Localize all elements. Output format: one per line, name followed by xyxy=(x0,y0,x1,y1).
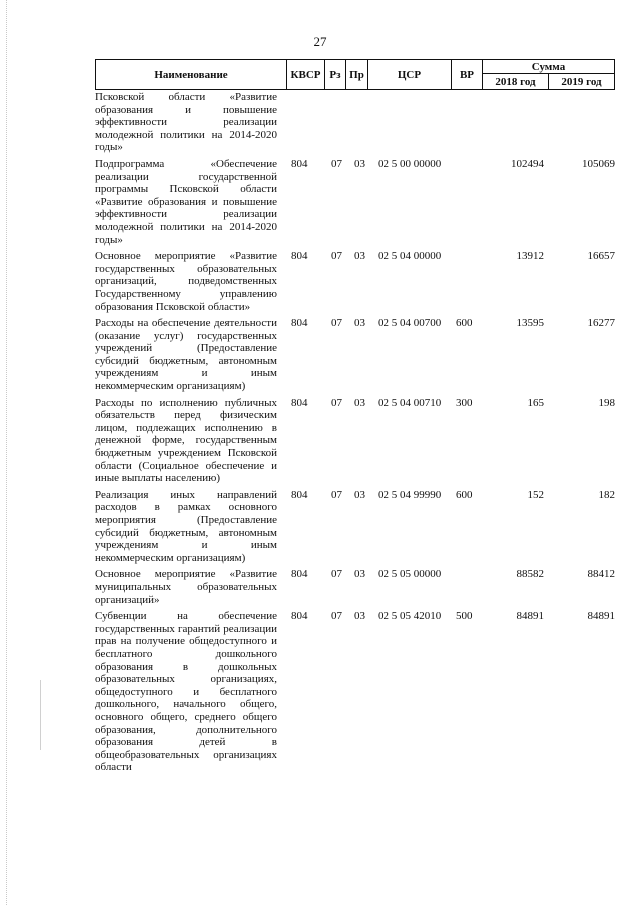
header-year-2019: 2019 год xyxy=(548,74,614,90)
header-csr: ЦСР xyxy=(367,60,451,89)
row-pr: 03 xyxy=(354,568,365,581)
budget-table xyxy=(95,59,615,774)
row-name: Основное мероприятие «Развитие государственных образовательных организаций, подведомственных Государственному управлению образования Псковской области» xyxy=(95,250,277,313)
row-sum-2019: 16277 xyxy=(587,317,615,330)
table-row xyxy=(95,250,615,313)
row-name: Расходы на обеспечение деятельности (оказание услуг) государственных учреждений (Предоставление субсидий бюджетным, автономным учреждениям и иным некоммерческим организациям) xyxy=(95,317,277,393)
row-vr: 600 xyxy=(456,317,473,330)
row-csr: 02 5 04 00000 xyxy=(378,250,442,263)
row-sum-2018: 13912 xyxy=(516,250,544,263)
header-pr: Пр xyxy=(345,60,367,89)
row-kvsr: 804 xyxy=(291,250,308,263)
row-name: Псковской области «Развитие образования и повышение эффективности реализации молодежной политики на 2014-2020 годы» xyxy=(95,91,277,154)
row-name: Расходы по исполнению публичных обязательств перед физическим лицом, подлежащих исполнению в денежной форме, государственным бюджетным учреждением Псковской области (Социальное обеспечение и иные выплаты населению) xyxy=(95,396,277,485)
table-row xyxy=(95,158,615,246)
row-csr: 02 5 05 42010 xyxy=(378,610,442,623)
row-pr: 03 xyxy=(354,157,365,170)
row-kvsr: 804 xyxy=(291,488,308,501)
header-year-2018: 2018 год xyxy=(482,74,548,90)
row-csr: 02 5 00 00000 xyxy=(378,157,442,170)
row-pr: 03 xyxy=(354,610,365,623)
row-rz: 07 xyxy=(331,250,342,263)
row-sum-2018: 165 xyxy=(527,396,544,409)
row-kvsr: 804 xyxy=(291,157,308,170)
row-kvsr: 804 xyxy=(291,317,308,330)
header-name: Наименование xyxy=(154,68,228,81)
row-sum-2019: 198 xyxy=(598,396,615,409)
page-number: 27 xyxy=(313,34,327,49)
header-rz: Рз xyxy=(324,60,345,89)
row-vr: 300 xyxy=(456,396,473,409)
row-csr: 02 5 04 00710 xyxy=(378,396,442,409)
row-rz: 07 xyxy=(331,488,342,501)
row-name: Реализация иных направлений расходов в рамках основного мероприятия (Предоставление субсидий бюджетным, автономным учреждениям и иным некоммерческим организациям) xyxy=(95,488,277,564)
row-rz: 07 xyxy=(331,610,342,623)
row-kvsr: 804 xyxy=(291,610,308,623)
row-pr: 03 xyxy=(354,317,365,330)
row-csr: 02 5 05 00000 xyxy=(378,568,442,581)
row-pr: 03 xyxy=(354,250,365,263)
header-kvsr: КВСР xyxy=(286,60,324,89)
table-row xyxy=(95,610,615,774)
row-pr: 03 xyxy=(354,396,365,409)
row-sum-2018: 13595 xyxy=(516,317,544,330)
table-row xyxy=(95,397,615,485)
row-name: Основное мероприятие «Развитие муниципальных образовательных организаций» xyxy=(95,568,277,606)
row-sum-2019: 182 xyxy=(598,488,615,501)
header-sum: Сумма xyxy=(482,60,614,74)
row-rz: 07 xyxy=(331,157,342,170)
row-sum-2019: 84891 xyxy=(587,610,615,623)
row-sum-2018: 88582 xyxy=(516,568,544,581)
row-vr: 500 xyxy=(456,610,473,623)
row-sum-2018: 152 xyxy=(527,488,544,501)
row-csr: 02 5 04 99990 xyxy=(378,488,442,501)
table-body xyxy=(95,91,615,774)
row-name: Подпрограмма «Обеспечение реализации государственной программы Псковской области «Развитие образования и повышение эффективности реализации молодежной политики на 2014-2020 годы» xyxy=(95,157,277,246)
row-rz: 07 xyxy=(331,396,342,409)
table-row xyxy=(95,568,615,606)
row-sum-2018: 84891 xyxy=(516,610,544,623)
row-rz: 07 xyxy=(331,568,342,581)
row-kvsr: 804 xyxy=(291,568,308,581)
row-sum-2018: 102494 xyxy=(511,157,544,170)
row-csr: 02 5 04 00700 xyxy=(378,317,442,330)
row-kvsr: 804 xyxy=(291,396,308,409)
row-sum-2019: 88412 xyxy=(587,568,615,581)
scan-mark xyxy=(40,680,41,750)
header-vr: ВР xyxy=(451,60,482,89)
row-rz: 07 xyxy=(331,317,342,330)
row-sum-2019: 16657 xyxy=(587,250,615,263)
table-row xyxy=(95,489,615,565)
table-header xyxy=(95,59,615,90)
row-sum-2019: 105069 xyxy=(582,157,615,170)
row-vr: 600 xyxy=(456,488,473,501)
row-name: Субвенции на обеспечение государственных гарантий реализации прав на получение общедоступного и бесплатного дошкольного образования в дошкольных образовательных организациях, общедоступного и бесплатного дошкольного, начального общего, основного общего, среднего общего образования, дополнительного образования детей в общеобразовательных организациях области xyxy=(95,610,277,774)
row-pr: 03 xyxy=(354,488,365,501)
table-row xyxy=(95,91,615,154)
table-row xyxy=(95,317,615,393)
left-margin-line xyxy=(6,0,7,905)
